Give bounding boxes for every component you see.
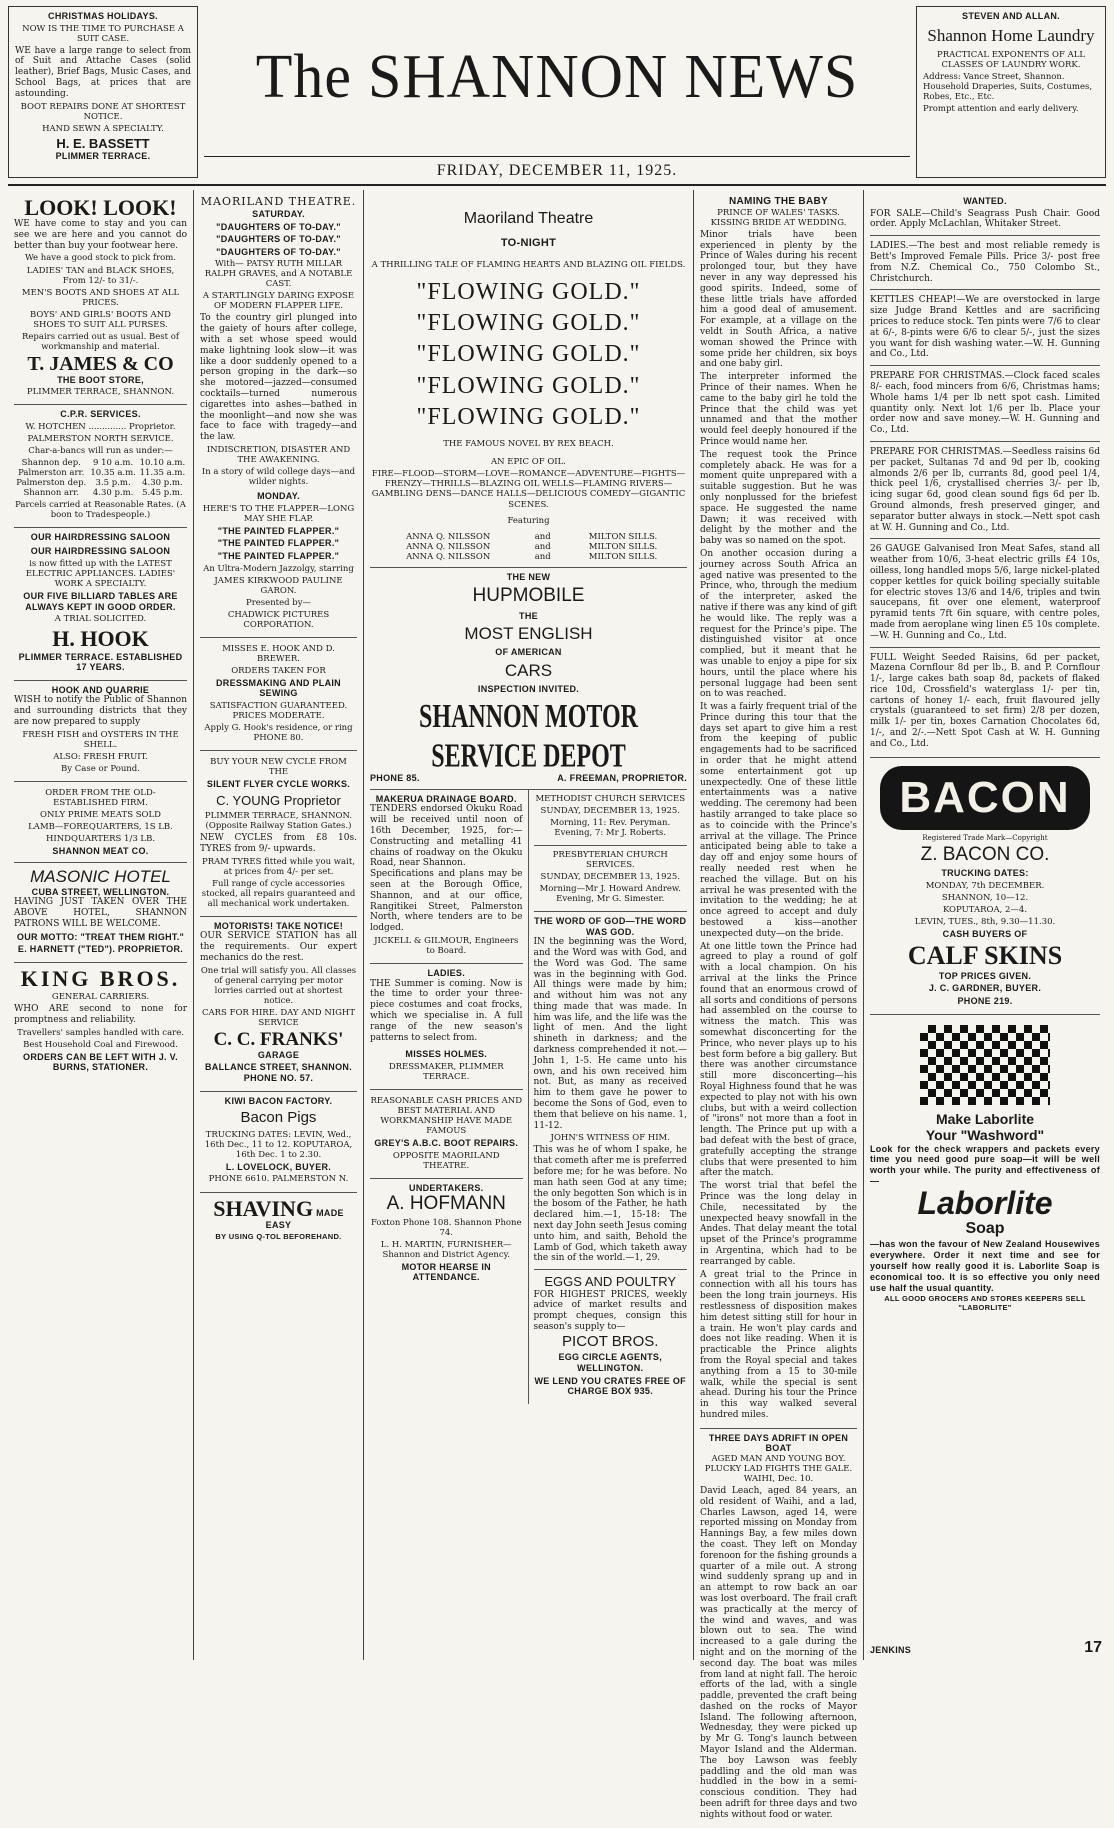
cast-row [370, 552, 687, 562]
ad-title: LOOK! LOOK! [24, 195, 177, 220]
ad-day: SATURDAY. [252, 208, 305, 219]
ad-sub: MADE EASY [265, 1207, 344, 1230]
ad-name: MISSES HOLMES. [405, 1049, 488, 1060]
article-paragraph: At one little town the Prince had agreed to play a round of golf with a local champion. On his arrival at the links the Prince found that an enormous crowd of all sorts and conditions of persons had assembled on the course to witness the match. This was somewhat disconcerting for the Prince, who never plays up to his best form before a big gallery. But there was another circumstance still more disconcerting—his Royal Highness found that he was expected to play not with his own clubs, but with a weird collection of "irons" not more than a foot in length. The Prince put up with a bad defeat with the best of grace, gratefully accepting the strange clubs that were presented to him after the match. [700, 941, 857, 1179]
ad-drainage [370, 790, 523, 964]
ad-cpr [14, 405, 187, 528]
ad-line: CARS FOR HIRE. DAY AND NIGHT SERVICE [202, 1007, 355, 1028]
ad-line: Char-a-bancs will run as under:— [28, 445, 173, 456]
classified-ad: PREPARE FOR CHRISTMAS.—Clock faced scales 8/- each, food mincers from 6/6, Christmas hams; Whole hams 1/4 per lb nett spot cash. Limited quantity only. Next lot 1/6 per lb. Place your order now and save money.—W. H. Gunning and Co., Ltd. [870, 371, 1100, 436]
ad-line: OUR FIVE BILLIARD TABLES ARE ALWAYS KEPT IN GOOD ORDER. [23, 591, 178, 612]
header [8, 6, 1106, 186]
checkered-wrapper-icon [920, 1025, 1050, 1105]
ad-line: In a story of wild college days—and wilder nights. [201, 467, 356, 488]
timetable-row [14, 458, 187, 468]
ad-title: PRESBYTERIAN CHURCH SERVICES. [552, 849, 668, 870]
ad-line: THE [519, 610, 538, 621]
ad-line: MOST ENGLISH [464, 624, 593, 644]
column-3 [364, 190, 694, 1660]
timetable-cell: 5.45 p.m. [142, 487, 183, 498]
timetable-cell: Shannon dep. [21, 457, 81, 468]
ad-word-of-god [534, 912, 688, 1270]
cast-row [370, 532, 687, 542]
divider [870, 235, 1100, 236]
ad-line: Travellers' samples handled with care. [17, 1027, 184, 1038]
ad-body: OUR SERVICE STATION has all the requirements. Our expert mechanics do the rest. [200, 931, 357, 963]
ad-line: CARS [504, 660, 553, 680]
ad-line: THE FAMOUS NOVEL BY REX BEACH. [443, 439, 614, 450]
divider [870, 441, 1100, 442]
ad-line: JICKELL & GILMOUR, Engineers to Board. [374, 935, 519, 956]
film-title: "THE PAINTED FLAPPER." [217, 525, 340, 536]
timetable-cell: 3.5 p.m. [95, 477, 131, 488]
timetable-cell: 9 10 a.m. [93, 457, 134, 468]
ad-line: LAMB—FOREQUARTERS, 1S LB. [28, 821, 173, 832]
ad-phone: PHONE 85. [370, 773, 420, 784]
ad-name: T. JAMES & CO [27, 352, 174, 375]
ad-line: Apply G. Hook's residence, or ring PHONE 80. [204, 722, 353, 743]
ad-sub: Soap [965, 1220, 1005, 1238]
article-subhead: KISSING BRIDE AT WEDDING. [710, 217, 847, 228]
ad-line: Address: Vance Street, Shannon. Household Draperies, Suits, Costumes, Robes, Etc., Etc. [923, 71, 1093, 102]
ad-line: PHONE 219. [957, 996, 1013, 1007]
ad-line: THE NEW [506, 571, 551, 582]
film-title: "FLOWING GOLD." [416, 341, 641, 368]
ad-line: INDISCRETION, DISASTER AND THE AWAKENING. [206, 445, 351, 466]
ad-line: CASH BUYERS OF [942, 928, 1028, 939]
ad-line: BY USING Q-TOL BEFOREHAND. [215, 1231, 342, 1241]
article-paragraph: The interpreter informed the Prince of their names. When he came to the baby girl he told the Prince that the child was yet unnamed and that the mother would feel deeply honoured if the Prince would name her. [700, 372, 857, 447]
split-left [370, 790, 529, 1404]
ad-flowing-gold [370, 192, 687, 568]
ad-title: SILENT FLYER CYCLE WORKS. [206, 779, 351, 790]
ad-title: HOOK AND QUARRIE [51, 684, 150, 695]
ad-line: OF AMERICAN [495, 647, 562, 658]
film-title: "DAUGHTERS OF TO-DAY." [216, 234, 341, 245]
ad-address: PLIMMER TERRACE, SHANNON. (Opposite Railway Station Gates.) [204, 810, 353, 831]
ad-methodist [534, 790, 688, 846]
ad-line: An Ultra-Modern Jazzolgy, starring [203, 563, 354, 574]
ad-title: Your "Washword" [925, 1127, 1045, 1144]
ad-sub: GARAGE [257, 1049, 300, 1060]
ad-title: STEVEN AND ALLAN. [962, 11, 1060, 21]
ad-line: TRUCKING DATES: LEVIN, Wed., 16th Dec., 11 to 12. KOPUTAROA, 16th Dec. 1 to 2.30. [204, 1129, 353, 1160]
timetable-cell: 4.30 p.m. [142, 477, 183, 488]
cast-row [370, 542, 687, 552]
ad-theatre-programme [200, 192, 357, 638]
ad-sub: THE BOOT STORE, [57, 374, 144, 385]
ad-line: SATISFACTION GUARANTEED. PRICES MODERATE. [209, 700, 348, 721]
ad-title: KING BROS. [20, 965, 181, 991]
column-4 [694, 190, 864, 1820]
ad-date: SUNDAY, DECEMBER 13, 1925. [540, 871, 680, 882]
ad-address: BALLANCE STREET, SHANNON. PHONE NO. 57. [204, 1062, 352, 1083]
column-2 [194, 190, 364, 1660]
ad-line: MONDAY, 7th DECEMBER. [925, 880, 1045, 891]
ad-title: METHODIST CHURCH SERVICES [535, 793, 686, 804]
ad-line: Featuring [507, 515, 550, 526]
ad-line: INSPECTION INVITED. [477, 683, 580, 694]
cast-cell: ANNA Q. NILSSON [406, 531, 491, 542]
ad-line: Best Household Coal and Firewood. [23, 1039, 178, 1050]
ad-eggs [534, 1270, 688, 1404]
ad-line: BOOT REPAIRS DONE AT SHORTEST NOTICE. [20, 101, 186, 122]
classifieds-wanted [870, 192, 1100, 758]
ad-name: H. E. BASSETT [56, 135, 150, 151]
ad-title: CHRISTMAS HOLIDAYS. [48, 11, 158, 21]
ad-line: MOTOR HEARSE IN ATTENDANCE. [401, 1261, 491, 1283]
ad-line: WE LEND YOU CRATES FREE OF CHARGE BOX 935. [534, 1375, 686, 1397]
timetable-cell: 10.10 a.m. [139, 457, 186, 468]
ad-title: OUR HAIRDRESSING SALOON [30, 532, 171, 542]
ad-line: MISSES E. HOOK AND D. BREWER. [222, 643, 335, 664]
ad-line: JAMES KIRKWOOD PAULINE GARON. [214, 575, 343, 596]
ad-address: PLIMMER TERRACE. ESTABLISHED 17 YEARS. [18, 651, 183, 673]
timetable [14, 458, 187, 498]
ad-line: ALL GOOD GROCERS AND STORES KEEPERS SELL "LABORLITE" [884, 1294, 1086, 1313]
ad-title: GREY'S A.B.C. BOOT REPAIRS. [374, 1138, 519, 1149]
ad-title: SHAVING [213, 1195, 314, 1221]
divider [870, 289, 1100, 290]
classified-ad: FULL Weight Seeded Raisins, 6d per packet, Mazena Cornflour 8d per lb., B. and P. Cornflour 1/-, large cakes bath soap 8d, packets of flaked rice 10d, Crossfield's waterglass 1/- per tin, cartons of honey 1/- each, fruit flavoured jelly crystals (guaranteed to set firm) 2/8 per dozen, milk 1/- per tin, boxes Carnation Chocolates 6d, 1/-, and 2/-.—Nett Spot Cash at W. H. Gunning and Co., Ltd. [870, 652, 1100, 749]
ad-line: EGG CIRCLE AGENTS, WELLINGTON. [558, 1352, 663, 1374]
article-adrift [700, 1429, 857, 1828]
ad-franks [200, 917, 357, 1092]
ad-cycle [200, 751, 357, 917]
article-subhead: PLUCKY LAD FIGHTS THE GALE. [704, 1463, 853, 1474]
article-dateline: WAIHI, Dec. 10. [743, 1473, 814, 1484]
ad-line: E. HARNETT ("TED"). PROPRIETOR. [17, 944, 184, 955]
ad-title: DRESSMAKING AND PLAIN SEWING [216, 677, 341, 699]
split-right [529, 790, 688, 1404]
ad-body: NEW CYCLES from £8 10s. TYRES from 9/- upwards. [200, 833, 357, 854]
ad-line: AN EPIC OF OIL. [490, 457, 566, 468]
article-paragraph: David Leach, aged 84 years, an old resident of Waihi, and a lad, Charles Lawson, aged 14, were reported missing on Monday from Hannings Bay, a few miles down the coast. They left on Monday forenoon for the fishing grounds a quarter of a mile out. A strong wind suddenly sprang up and in an attempt to row back an oar was lost overboard. The frail craft was practically at the mercy of the wind and waves, and was blown out to sea. The wind increased to a gale during the night and on the morning of the second day. The boat was miles from land at night fall. The heroic efforts of the lad, with a single paddle, prevented the craft being dashed on the rocks of Mayor Island. The following afternoon, Wednesday, they were picked up by Mr G. Tong's launch between Mayor Island and the Alderman. The boy Lawson was feebly paddling and the old man was huddled in the bow in a semi-conscious condition. They had been adrift for three days and two nights without food or water. [700, 1485, 857, 1820]
ad-line: With— PATSY RUTH MILLAR RALPH GRAVES, and A NOTABLE CAST. [204, 259, 353, 290]
ad-line: ONLY PRIME MEATS SOLD [40, 809, 161, 820]
ad-title: Make Laborlite [935, 1110, 1035, 1127]
film-title: "FLOWING GOLD." [416, 404, 641, 431]
cast-table [370, 532, 687, 562]
ad-greys [370, 1090, 523, 1179]
ad-line: Presented by— [245, 597, 311, 608]
ad-line: A STARTLINGLY DARING EXPOSE OF MODERN FLAPPER LIFE. [202, 291, 355, 312]
film-title: "FLOWING GOLD." [416, 278, 641, 305]
ad-line: PRAM TYRES fitted while you wait, at prices from 4/- per set. [202, 856, 355, 877]
ad-line: A THRILLING TALE OF FLAMING HEARTS AND BLAZING OIL FIELDS. [371, 259, 686, 270]
ad-line: W. HOTCHEN .............. Proprietor. [25, 421, 176, 432]
columns [8, 190, 1106, 1820]
ad-z-bacon [870, 758, 1100, 1015]
ad-line: REASONABLE CASH PRICES AND BEST MATERIAL AND WORKMANSHIP HAVE MADE FAMOUS [370, 1095, 523, 1137]
film-title: "FLOWING GOLD." [416, 372, 641, 399]
ad-line: We have a good stock to pick from. [24, 253, 177, 264]
ad-line: ORDERS TAKEN FOR [231, 665, 326, 676]
ad-dressmaking [200, 638, 357, 751]
ad-title: OUR HAIRDRESSING SALOON [30, 545, 171, 556]
ad-line: JOHN'S WITNESS OF HIM. [550, 1133, 670, 1144]
cast-cell: MILTON SILLS. [588, 531, 658, 542]
ad-body: WE have come to stay and you can see we are here and you cannot do better than buy your footwear here. [14, 219, 187, 251]
ad-presbyterian [534, 846, 688, 912]
ad-name: PICOT BROS. [562, 1332, 659, 1350]
ad-name: Shannon Home Laundry [927, 25, 1095, 45]
ad-title: MAKERUA DRAINAGE BOARD. [375, 793, 517, 804]
dateline: FRIDAY, DECEMBER 11, 1925. [436, 162, 678, 179]
ad-meat [14, 782, 187, 863]
article-paragraph: It was a fairly frequent trial of the Prince during this tour that the days set apart to give him a rest from the keeping of public engagements had to be sacrificed in order that he might attend some entertainment got up unexpectedly. One of these little entertainments was a native wedding. The ceremony had been hastily arranged to take place so as to coincide with the Prince's arrival at the village. The Prince anticipated being able to take a day off and enjoy some hours of really needed rest when he reached the village. But on his arrival he was presented with the invitation to the wedding; he at once agreed to accept and duly bestowed a kiss—another unexpected duty—on the bride. [700, 702, 857, 939]
ad-james [14, 192, 187, 405]
classified-ad: KETTLES CHEAP!—We are overstocked in large size Judge Brand Kettles and are sacrificing prices to reduce stock. Ten pints were 7/6 to clear at 6/-, 8-pints were 6/6 to clear 5/-, just the sizes you want for dish washing water.—W. H. Gunning and Co., Ltd. [870, 295, 1100, 360]
ad-line: KOPUTAROA, 2—4. [942, 904, 1028, 915]
ad-title: EGGS AND POULTRY [544, 1274, 677, 1290]
ad-title: LADIES. [427, 967, 466, 978]
ad-line: DRESSMAKER, PLIMMER TERRACE. [388, 1061, 504, 1082]
ad-line: HINDQUARTERS 1/3 LB. [45, 833, 156, 844]
article-paragraph: The request took the Prince completely aback. He was for a moment quite unprepared with a suitable suggestion. But he was only nonplussed for the briefest space. He suggested the name Dawn; it was received with delight by the mother and the baby was so named on the spot. [700, 449, 857, 547]
article-subhead: PRINCE OF WALES' TASKS. [717, 207, 840, 218]
ad-line: ORDER FROM THE OLD-ESTABLISHED FIRM. [45, 787, 156, 808]
ad-title: MOTORISTS! TAKE NOTICE! [213, 920, 344, 931]
ad-sub: GENERAL CARRIERS. [51, 991, 150, 1002]
ad-line: TRUCKING DATES: [941, 868, 1029, 879]
cast-cell: and [534, 551, 551, 562]
ad-bassett [8, 6, 198, 178]
divider [870, 538, 1100, 539]
ad-body: WHO ARE second to none for promptness and reliability. [14, 1003, 187, 1025]
ad-body: Look for the check wrappers and packets every time you need good pure soap—it will be well worth your while. The purity and effectiveness of— [870, 1143, 1100, 1187]
article-subhead: AGED MAN AND YOUNG BOY. [711, 1453, 846, 1464]
ad-body: Specifications and plans may be seen at the Borough Office, Shannon, and at our office, Rangitikei Street, Palmerston North, where tenders are to be lodged. [370, 869, 523, 934]
split-row [370, 790, 687, 1404]
classified-ad: FOR SALE—Child's Seagrass Push Chair. Good order. Apply McLachlan, Whitaker Street. [870, 208, 1100, 230]
ad-line: J. C. GARDNER, BUYER. [928, 983, 1042, 994]
film-title: "DAUGHTERS OF TO-DAY." [216, 246, 341, 257]
ad-line: PHONE 6610. PALMERSTON N. [208, 1174, 349, 1185]
cast-cell: MILTON SILLS. [588, 551, 658, 562]
ad-body: This was he of whom I spake, he that cometh after me is preferred before me; for he was before. No man hath seen God at any time; the only begotten Son which is in the bosom of the Father, he hath declared him.—1, 15-18: The next day John seeth Jesus coming unto him, and saith, Behold the Lamb of God, which taketh away the sin of the world.—1, 29. [533, 1145, 687, 1264]
timetable-cell: Shannon arr. [23, 487, 80, 498]
ad-name: H. HOOK [52, 625, 149, 651]
timetable-cell: 10.35 a.m. [90, 467, 136, 478]
ad-line: L. H. MARTIN, FURNISHER—Shannon and District Agency. [380, 1239, 512, 1260]
ad-address: CUBA STREET, WELLINGTON. [31, 886, 170, 897]
ad-line: Morning—Mr J. Howard Andrew. Evening, Mr G. Simester. [539, 883, 681, 904]
ad-body: —has won the favour of New Zealand Housewives everywhere. Order it next time and see for yourself how really good it is. Laborlite Soap is economical too. It is so effective you only need use half the usual quantity. [870, 1239, 1100, 1293]
section-title: WANTED. [963, 196, 1007, 206]
masthead-rule [204, 156, 910, 157]
ad-address: PLIMMER TERRACE. [55, 151, 151, 161]
ad-name: Z. BACON CO. [920, 843, 1050, 865]
ad-name: A. HOFMANN [386, 1193, 506, 1215]
film-title: "DAUGHTERS OF TO-DAY." [216, 221, 341, 232]
ad-laundry [916, 6, 1106, 178]
ad-title: SHANNON MOTOR SERVICE DEPOT [419, 698, 638, 775]
ad-line: Prompt attention and early delivery. [923, 103, 1079, 114]
divider [870, 365, 1100, 366]
ad-line: HERE'S TO THE FLAPPER—LONG MAY SHE FLAP. [202, 503, 355, 524]
ad-line: A TRIAL SOLICITED. [54, 614, 147, 625]
ad-line: Full range of cycle accessories stocked, all repairs guaranteed and all mechanical work undertaken. [201, 878, 356, 909]
ad-line: PRACTICAL EXPONENTS OF ALL CLASSES OF LAUNDRY WORK. [937, 49, 1085, 70]
ad-line: One trial will satisfy you. All classes of general carrying per motor lorries carried out at shortest notice. [200, 965, 357, 1006]
ad-line: PALMERSTON NORTH SERVICE. [27, 433, 174, 444]
classified-ad: PREPARE FOR CHRISTMAS.—Seedless raisins 6d per packet, Sultanas 7d and 9d per lb, cooking almonds 2/6 per lb, currants 8d, good peel 1/4, thick peel 1/6, crystallised cherries 3/- per lb, icing sugar 6d, good clean sound figs 6d per lb. Ground almonds, fresh preserved ginger, and separator butter always in stock.—Nett spot cash at W. H. Gunning and Co., Ltd. [870, 446, 1100, 533]
article-naming-baby [700, 192, 857, 1429]
ad-line: Parcels carried at Reasonable Rates. (A boon to Tradespeople.) [15, 499, 186, 520]
ad-line: FRESH FISH and OYSTERS IN THE SHELL. [22, 729, 179, 750]
ad-line: is now fitted up with the LATEST ELECTRIC APPLIANCES. LADIES' WORK A SPECIALTY. [25, 559, 176, 590]
article-paragraph: A great trial to the Prince in connection with all his tours has been the long train journeys. His restlessness of disposition makes him detest sitting still for hour in a train. He won't play cards and does not like reading. When it is practicable the Prince alights from the Royal special and takes anything from a 15 to 30-mile walk, while the special is sent ahead. During his tour the Prince in this way walked several hundred miles. [700, 1269, 857, 1420]
ad-title: UNDERTAKERS. [409, 1182, 484, 1193]
ad-line: ORDERS CAN BE LEFT WITH J. V. BURNS, STATIONER. [23, 1051, 178, 1073]
ad-king [14, 963, 187, 1080]
ad-title: Maoriland Theatre [463, 210, 594, 227]
ad-laborlite [870, 1015, 1102, 1657]
ad-title: CALF SKINS [907, 940, 1063, 970]
ad-line: OPPOSITE MAORILAND THEATRE. [392, 1150, 500, 1171]
classified-ad: LADIES.—The best and most reliable remedy is Bett's Improved Female Pills. Price 3/- post free from N.Z. Chemical Co., 750 Colombo St., Christchurch. [870, 241, 1100, 284]
ad-line: CHADWICK PICTURES CORPORATION. [227, 609, 330, 630]
ad-hook [14, 528, 187, 681]
ad-body: FOR HIGHEST PRICES, weekly advice of market results and prompt cheques, consign this season's supply to— [533, 1289, 687, 1332]
ad-line: BOYS' AND GIRLS' BOOTS AND SHOES TO SUIT ALL PURSES. [30, 309, 171, 330]
masthead-title: The SHANNON NEWS [255, 41, 859, 111]
ad-line: By Case or Pound. [61, 763, 140, 774]
ad-title: MASONIC HOTEL [30, 866, 171, 886]
film-title: "THE PAINTED FLAPPER." [217, 550, 340, 561]
ad-line: NOW IS THE TIME TO PURCHASE A SUIT CASE. [22, 23, 184, 44]
ad-proprietor: A. FREEMAN, PROPRIETOR. [557, 773, 687, 784]
ad-line: LADIES' TAN and BLACK SHOES, From 12/- to 31/-. [26, 265, 175, 286]
ad-sub: TO-NIGHT [500, 236, 557, 249]
cast-cell: MILTON SILLS. [588, 541, 658, 552]
cast-cell: and [534, 531, 551, 542]
timetable-row [14, 488, 187, 498]
ad-line: OUR MOTTO: "TREAT THEM RIGHT." [16, 931, 185, 942]
classified-ad: 26 GAUGE Galvanised Iron Meat Safes, stand all weather from 10/6, 3-heat electric grills £4 10s, oilless, long handled mops 5/6, large nickel-plated copper kettles for quick boiling specially suitable for electric stoves 13/6 and 14/6, triples and twin saucepans, fit over one element, waterproof pyramid tents 7ft 6in square, with centre poles, made from aeroplane wing linen £5 10s complete.—W. H. Gunning and Co., Ltd. [870, 544, 1100, 641]
ad-line: Registered Trade Mark—Copyright [922, 833, 1048, 842]
column-5 [864, 190, 1106, 1660]
cast-cell: ANNA Q. NILSSON [406, 541, 491, 552]
ad-name: Laborlite [917, 1184, 1053, 1221]
ad-line: BUY YOUR NEW CYCLE FROM THE [210, 757, 347, 778]
ad-line: Foxton Phone 108. Shannon Phone 74. [370, 1217, 522, 1238]
ad-body: To the country girl plunged into the gaiety of hours after college, with a set whose speed would make lightning look slow—it was like a door suddenly opened to a person groping in the dark—so she motored—jazzed—consumed cocktails—turned numerous cigarettes into ashes—bathed in the moonlight—and now she was face to face with tragedy—and the law. [200, 313, 357, 443]
ad-title: KIWI BACON FACTORY. [224, 1095, 333, 1106]
article-paragraph: The worst trial that befel the Prince was the long delay in Chile, necessitated by the unexpected heavy snowfall in the Andes. That delay meant the total upset of the Prince's programme in Argentina, which had to be rearranged by cable. [700, 1181, 857, 1267]
ad-title: C.P.R. SERVICES. [60, 409, 141, 420]
ad-title: THE WORD OF GOD—THE WORD WAS GOD. [534, 915, 687, 937]
ad-hofmann [370, 1179, 523, 1290]
ad-quarrie [14, 681, 187, 782]
bacon-logo: BACON [880, 766, 1090, 830]
timetable-cell: Palmerston dep. [16, 477, 87, 488]
ad-title: MAORILAND THEATRE. [200, 195, 357, 208]
ad-date: SUNDAY, DECEMBER 13, 1925. [540, 805, 680, 816]
ad-line: LEVIN, TUES., 8th, 9.30—11.30. [914, 916, 1056, 927]
ad-shaving [200, 1193, 357, 1249]
cast-cell: ANNA Q. NILSSON [406, 551, 491, 562]
timetable-cell: 4.30 p.m. [92, 487, 134, 498]
ad-line: FIRE—FLOOD—STORM—LOVE—ROMANCE—ADVENTURE—FIGHTS—FRENZY—THRILLS—BLAZING OIL WELLS—FLAMING RIVERS—GAMBLING DENS—DANCE HALLS—DELICIOUS COMEDY—GIGANTIC SCENES. [371, 469, 686, 510]
ad-name: Bacon Pigs [240, 1109, 317, 1127]
ad-line: MEN'S BOOTS AND SHOES AT ALL PRICES. [21, 287, 180, 308]
ad-body: TENDERS endorsed Okuku Road will be received until noon of 16th December, 1925, for:—Constructing and metalling 41 chains of roadway on the Okuku Road, near Shannon. [370, 804, 523, 869]
timetable-row [14, 478, 187, 488]
timetable-cell: Palmerston arr. [18, 467, 85, 478]
ad-masonic [14, 863, 187, 963]
page-number: 17 [1084, 1639, 1102, 1657]
ad-name: C. YOUNG Proprietor [216, 792, 341, 808]
ad-name: HUPMOBILE [472, 585, 585, 607]
ad-line: TOP PRICES GIVEN. [938, 970, 1032, 981]
ad-line: L. LOVELOCK, BUYER. [225, 1161, 332, 1172]
ad-body: WE have a large range to select from of Suit and Attache Cases (solid leather), Brief Bags, Music Cases, and School Bags, at prices that are astounding. [15, 45, 191, 99]
article-paragraph: On another occasion during a journey across South Africa an aged native was presented to the Prince, who, through the medium of the interpreter, asked the native if there was any kind of gift he would like. The reply was a request for the Prince's pipe. The distinguished visitor at once complied, but it meant that he was unable to enjoy a pipe for six hours, until the place where his personal luggage had been sent on to was reached. [700, 548, 857, 700]
ad-line: ALSO: FRESH FRUIT. [53, 751, 148, 762]
ad-signature: JENKINS [870, 1645, 912, 1656]
ad-line: Repairs carried out as usual. Best of workmanship and material. [22, 331, 179, 352]
timetable-cell: 11.35 a.m. [139, 467, 186, 478]
column-1 [8, 190, 194, 1660]
article-paragraph: Minor trials have been experienced in plenty by the Prince of Wales during his recent prolonged tour, but they have never in any way depressed his good spirits. Indeed, some of these little trials have afforded him a good deal of amusement. For example, at a village on the veldt in South Africa, a native woman showed the Prince with some pride her children, six boys and one baby girl. [700, 229, 857, 370]
ad-body: WISH to notify the Public of Shannon and surrounding districts that they are now prepared to supply [14, 695, 187, 728]
film-title: "FLOWING GOLD." [416, 310, 641, 337]
ad-line: SHANNON, 10—12. [941, 892, 1029, 903]
ad-hupmobile [370, 568, 687, 790]
ad-line: HAND SEWN A SPECIALTY. [42, 123, 164, 134]
ad-body: HAVING JUST TAKEN OVER THE ABOVE HOTEL, SHANNON PATRONS WILL BE WELCOME. [14, 897, 187, 929]
ad-address: PLIMMER TERRACE, SHANNON. [26, 387, 175, 398]
ad-name: C. C. FRANKS' [213, 1028, 344, 1050]
ad-ladies [370, 964, 523, 1090]
divider [870, 647, 1100, 648]
film-title: "THE PAINTED FLAPPER." [217, 538, 340, 549]
ad-body: IN the beginning was the Word, and the Word was with God, and the Word was God. The same was in the beginning with God. All things were made by him; and without him was not any thing made that was made. In him was life, and the life was the light of men. And the light shineth in darkness; and the darkness comprehended it not.—John 1, 1-5. He came unto his own, and his own received him not. But, as many as received him to them gave he power to become the Sons of God, even to them that believe on his name. 1, 11-12. [533, 937, 687, 1131]
ad-body: THE Summer is coming. Now is the time to order your three-piece costumes and coat frocks, which we specialise in. A full range of the new season's patterns to select from. [370, 978, 523, 1043]
cast-cell: and [534, 541, 551, 552]
timetable-row [14, 468, 187, 478]
ad-day: MONDAY. [257, 491, 300, 502]
article-headline: THREE DAYS ADRIFT IN OPEN BOAT [708, 1432, 849, 1454]
article-headline: NAMING THE BABY [729, 196, 828, 207]
ad-line: Morning, 11: Rev. Peryman. Evening, 7: Mr J. Roberts. [550, 817, 671, 838]
ad-name: SHANNON MEAT CO. [52, 845, 149, 856]
ad-kiwi-bacon [200, 1092, 357, 1193]
